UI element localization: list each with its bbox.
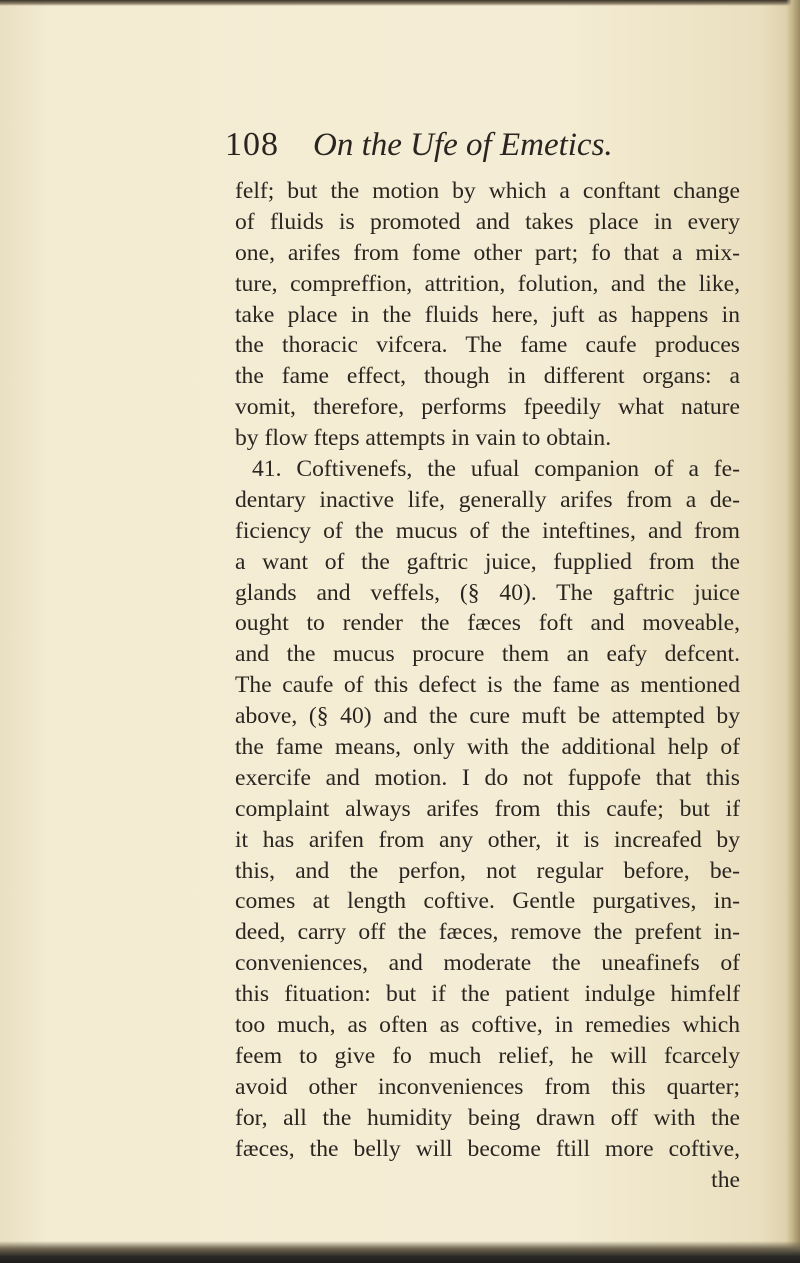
text-line: dentary inactive life, generally arifes from a de- [235,486,740,513]
text-line: the fame means, only with the additional help of [235,734,740,761]
page-right-edge [786,0,800,1263]
running-title: On the Ufe of Emetics. [313,127,613,163]
catchword: the [711,1166,740,1193]
text-line: ture, compreffion, attrition, folution, and the like, [235,270,740,297]
text-line: conveniences, and moderate the uneafinefs of [235,950,740,977]
text-line: the thoracic vifcera. The fame caufe produces [235,332,740,359]
text-line: it has arifen from any other, it is increafed by [235,826,740,853]
body-text [235,176,740,1195]
text-line: vomit, therefore, performs fpeedily what nature [235,394,740,421]
text-line: The caufe of this defect is the fame as mentioned [235,672,740,699]
text-line: feem to give fo much relief, he will fcarcely [235,1042,740,1069]
text-line: ought to render the fæces foft and moveable, [235,610,740,637]
text-line: comes at length coftive. Gentle purgatives, in- [235,888,740,915]
text-line: ficiency of the mucus of the inteftines, and from [235,517,740,544]
text-line: fæces, the belly will become ftill more coftive, [235,1135,740,1162]
text-line: felf; but the motion by which a conftant change [235,178,740,204]
text-line: above, (§ 40) and the cure muft be attempted by [235,703,740,730]
page-number: 108 [225,126,279,163]
text-line: of fluids is promoted and takes place in every [235,208,740,235]
text-line: avoid other inconveniences from this quarter; [235,1073,740,1100]
page-top-edge [0,0,800,6]
page-bottom-edge [0,1241,800,1263]
paragraph-start-41: 41. Coftivenefs, the ufual companion of a fe- [252,456,740,483]
page-header [225,126,613,166]
text-line: this, and the perfon, not regular before, be- [235,857,740,884]
text-line: by flow fteps attempts in vain to obtain. [235,425,612,452]
text-line: too much, as often as coftive, in remedies which [235,1012,740,1039]
text-line: the fame effect, though in different organs: a [235,363,740,390]
text-line: one, arifes from fome other part; fo that a mix- [235,239,740,266]
text-line: exercife and motion. I do not fuppofe that this [235,764,740,791]
text-line: take place in the fluids here, juft as happens in [235,301,740,328]
text-line: glands and veffels, (§ 40). The gaftric juice [235,579,740,606]
text-line: and the mucus procure them an eafy defcent. [235,641,740,668]
text-line: deed, carry off the fæces, remove the prefent in- [235,919,740,946]
text-line: a want of the gaftric juice, fupplied from the [235,548,740,575]
text-line: for, all the humidity being drawn off with the [235,1104,740,1131]
text-line: this fituation: but if the patient indulge himfelf [235,981,740,1008]
text-line: complaint always arifes from this caufe; but if [235,795,740,822]
